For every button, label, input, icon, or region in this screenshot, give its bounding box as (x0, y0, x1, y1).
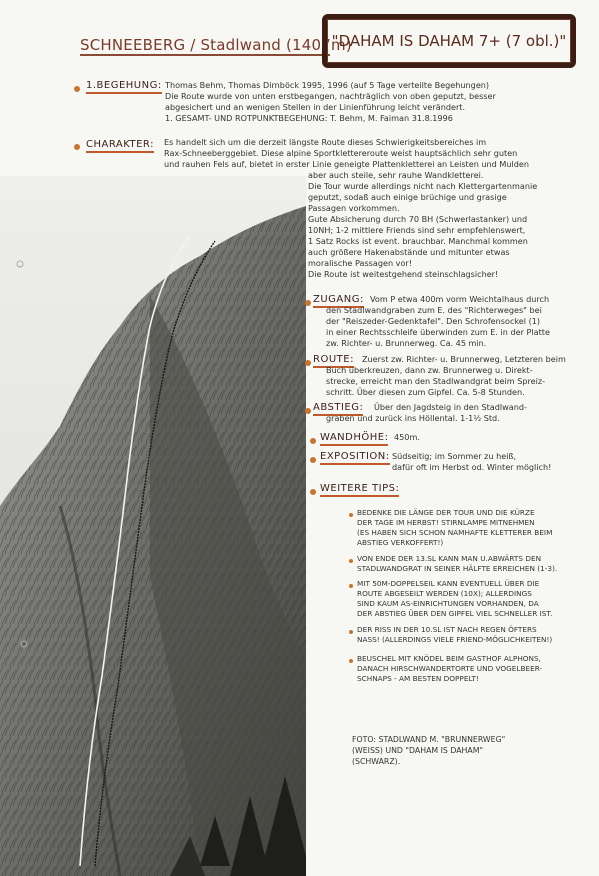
tip-item: MIT 50M-DOPPELSEIL KANN EVENTUELL ÜBER DIE ROUTE ABGESEILT WERDEN (10X); ALLERDINGS SIND KAUM AS-EINRICHTUNGEN VORHANDEN, DA DER ABSTIEG ÜBER DEN GIPFEL VIEL SCHNELLER IST. (357, 579, 553, 618)
tip-bullet (349, 584, 353, 588)
label-tipps: WEITERE TIPS: (320, 483, 399, 497)
tip-bullet (349, 559, 353, 563)
text-begehung: Thomas Behm, Thomas Dirnböck 1995, 1996 (auf 5 Tage verteilte Begehungen) Die Route wurde von unten erstbegangen, nachträglich von oben geputzt, besser abgesichert und an wenigen Stellen in der Linienführung leicht verändert. 1. GESAMT- UND ROTPUNKTBEGEHUNG: T. Behm, M. Faiman 31.8.1996 (165, 80, 496, 123)
label-zugang: ZUGANG: (313, 294, 364, 308)
tip-item: DER RISS IN DER 10.SL IST NACH REGEN ÖFTERS NASS! (ALLERDINGS VIELE FRIEND-MÖGLICHKEITEN!) (357, 625, 553, 644)
tip-item: BEUSCHEL MIT KNÖDEL BEIM GASTHOF ALPHONS, DANACH HIRSCHWANDERTORTE UND VOGELBEER- SCHNAPS - AM BESTEN DOPPELT! (357, 654, 543, 683)
wall-photo (0, 176, 306, 876)
title-underline (80, 54, 330, 56)
label-wandhoehe: WANDHÖHE: (320, 432, 388, 446)
photo-caption: FOTO: STADLWAND M. "BRUNNERWEG" (WEISS) UND "DAHAM IS DAHAM" (SCHWARZ). (352, 735, 506, 766)
label-begehung: 1.BEGEHUNG: (86, 80, 162, 94)
section-bullet (74, 86, 80, 92)
section-bullet (305, 300, 311, 306)
text-exposition: Südseitig; im Sommer zu heiß, dafür oft im Herbst od. Winter möglich! (392, 451, 552, 472)
label-abstieg: ABSTIEG: (313, 402, 363, 416)
text-zugang: Vom P etwa 400m vorm Weichtalhaus durch den Stadlwandgraben zum E. des "Richterweges" bei der "Reiszeder-Gedenktafel". Den Schrofensockel (1) in einer Rechtsschleife überwinden zum E. in der Platte zw. Richter- u. Brunnerweg. Ca. 45 min. (326, 294, 550, 348)
tip-bullet (349, 659, 353, 663)
route-name: "DAHAM IS DAHAM 7+ (7 obl.)" (331, 32, 567, 50)
section-bullet (310, 457, 316, 463)
section-bullet (305, 408, 311, 414)
section-bullet (310, 438, 316, 444)
text-abstieg: Über den Jagdsteig in den Stadlwand- graben und zurück ins Höllental. 1-1½ Std. (326, 402, 527, 423)
route-name-box (322, 14, 576, 68)
tip-item: VON ENDE DER 13.SL KANN MAN U.ABWÄRTS DEN STADLWANDGRAT IN SEINER HÄLFTE ERREICHEN (1-3). (357, 554, 558, 573)
section-bullet (310, 489, 316, 495)
section-bullet (74, 144, 80, 150)
text-route: Zuerst zw. Richter- u. Brunnerweg, Letzteren beim Buch überkreuzen, dann zw. Brunnerweg u. Direkt- strecke, erreicht man den Stadlwandgrat beim Spreiz- schritt. Über diesen zum Gipfel. Ca. 5-8 Stunden. (326, 354, 566, 397)
text-wandhoehe: 450m. (394, 432, 420, 442)
tip-bullet (349, 630, 353, 634)
text-charakter-bottom: aber auch steile, sehr rauhe Wandkletterei. Die Tour wurde allerdings nicht nach Klettergartenmanie geputzt, sodaß auch einige brüchige und grasige Passagen vorkommen. Gute Absicherung durch 70 BH (Schwerlastanker) und 10NH; 1-2 mittlere Friends sind sehr empfehlenswert, 1 Satz Rocks ist event. brauchbar. Manchmal kommen auch größere Hakenabstände und mitunter etwas moralische Passagen vor! Die Route ist weitestgehend steinschlagsicher! (308, 170, 538, 279)
label-route: ROUTE: (313, 354, 354, 368)
tip-bullet (349, 513, 353, 517)
tip-item: BEDENKE DIE LÄNGE DER TOUR UND DIE KÜRZE DER TAGE IM HERBST! STIRNLAMPE MITNEHMEN (ES HABEN SICH SCHON NAMHAFTE KLETTERER BEIM ABSTIEG VERKOFFERT!) (357, 508, 553, 547)
text-charakter-top: Es handelt sich um die derzeit längste Route dieses Schwierigkeitsbereiches im Rax-Schneeberggebiet. Diese alpine Sportklettereroute weist hauptsächlich sehr guten und rauhen Fels auf, bietet in erster Linie geneigte Plattenkletterei an Leisten und Mulden (164, 137, 529, 169)
page-title: SCHNEEBERG / Stadlwand (1407m) (80, 36, 352, 54)
section-bullet (305, 360, 311, 366)
label-charakter: CHARAKTER: (86, 139, 154, 153)
label-exposition: EXPOSITION: (320, 451, 390, 465)
